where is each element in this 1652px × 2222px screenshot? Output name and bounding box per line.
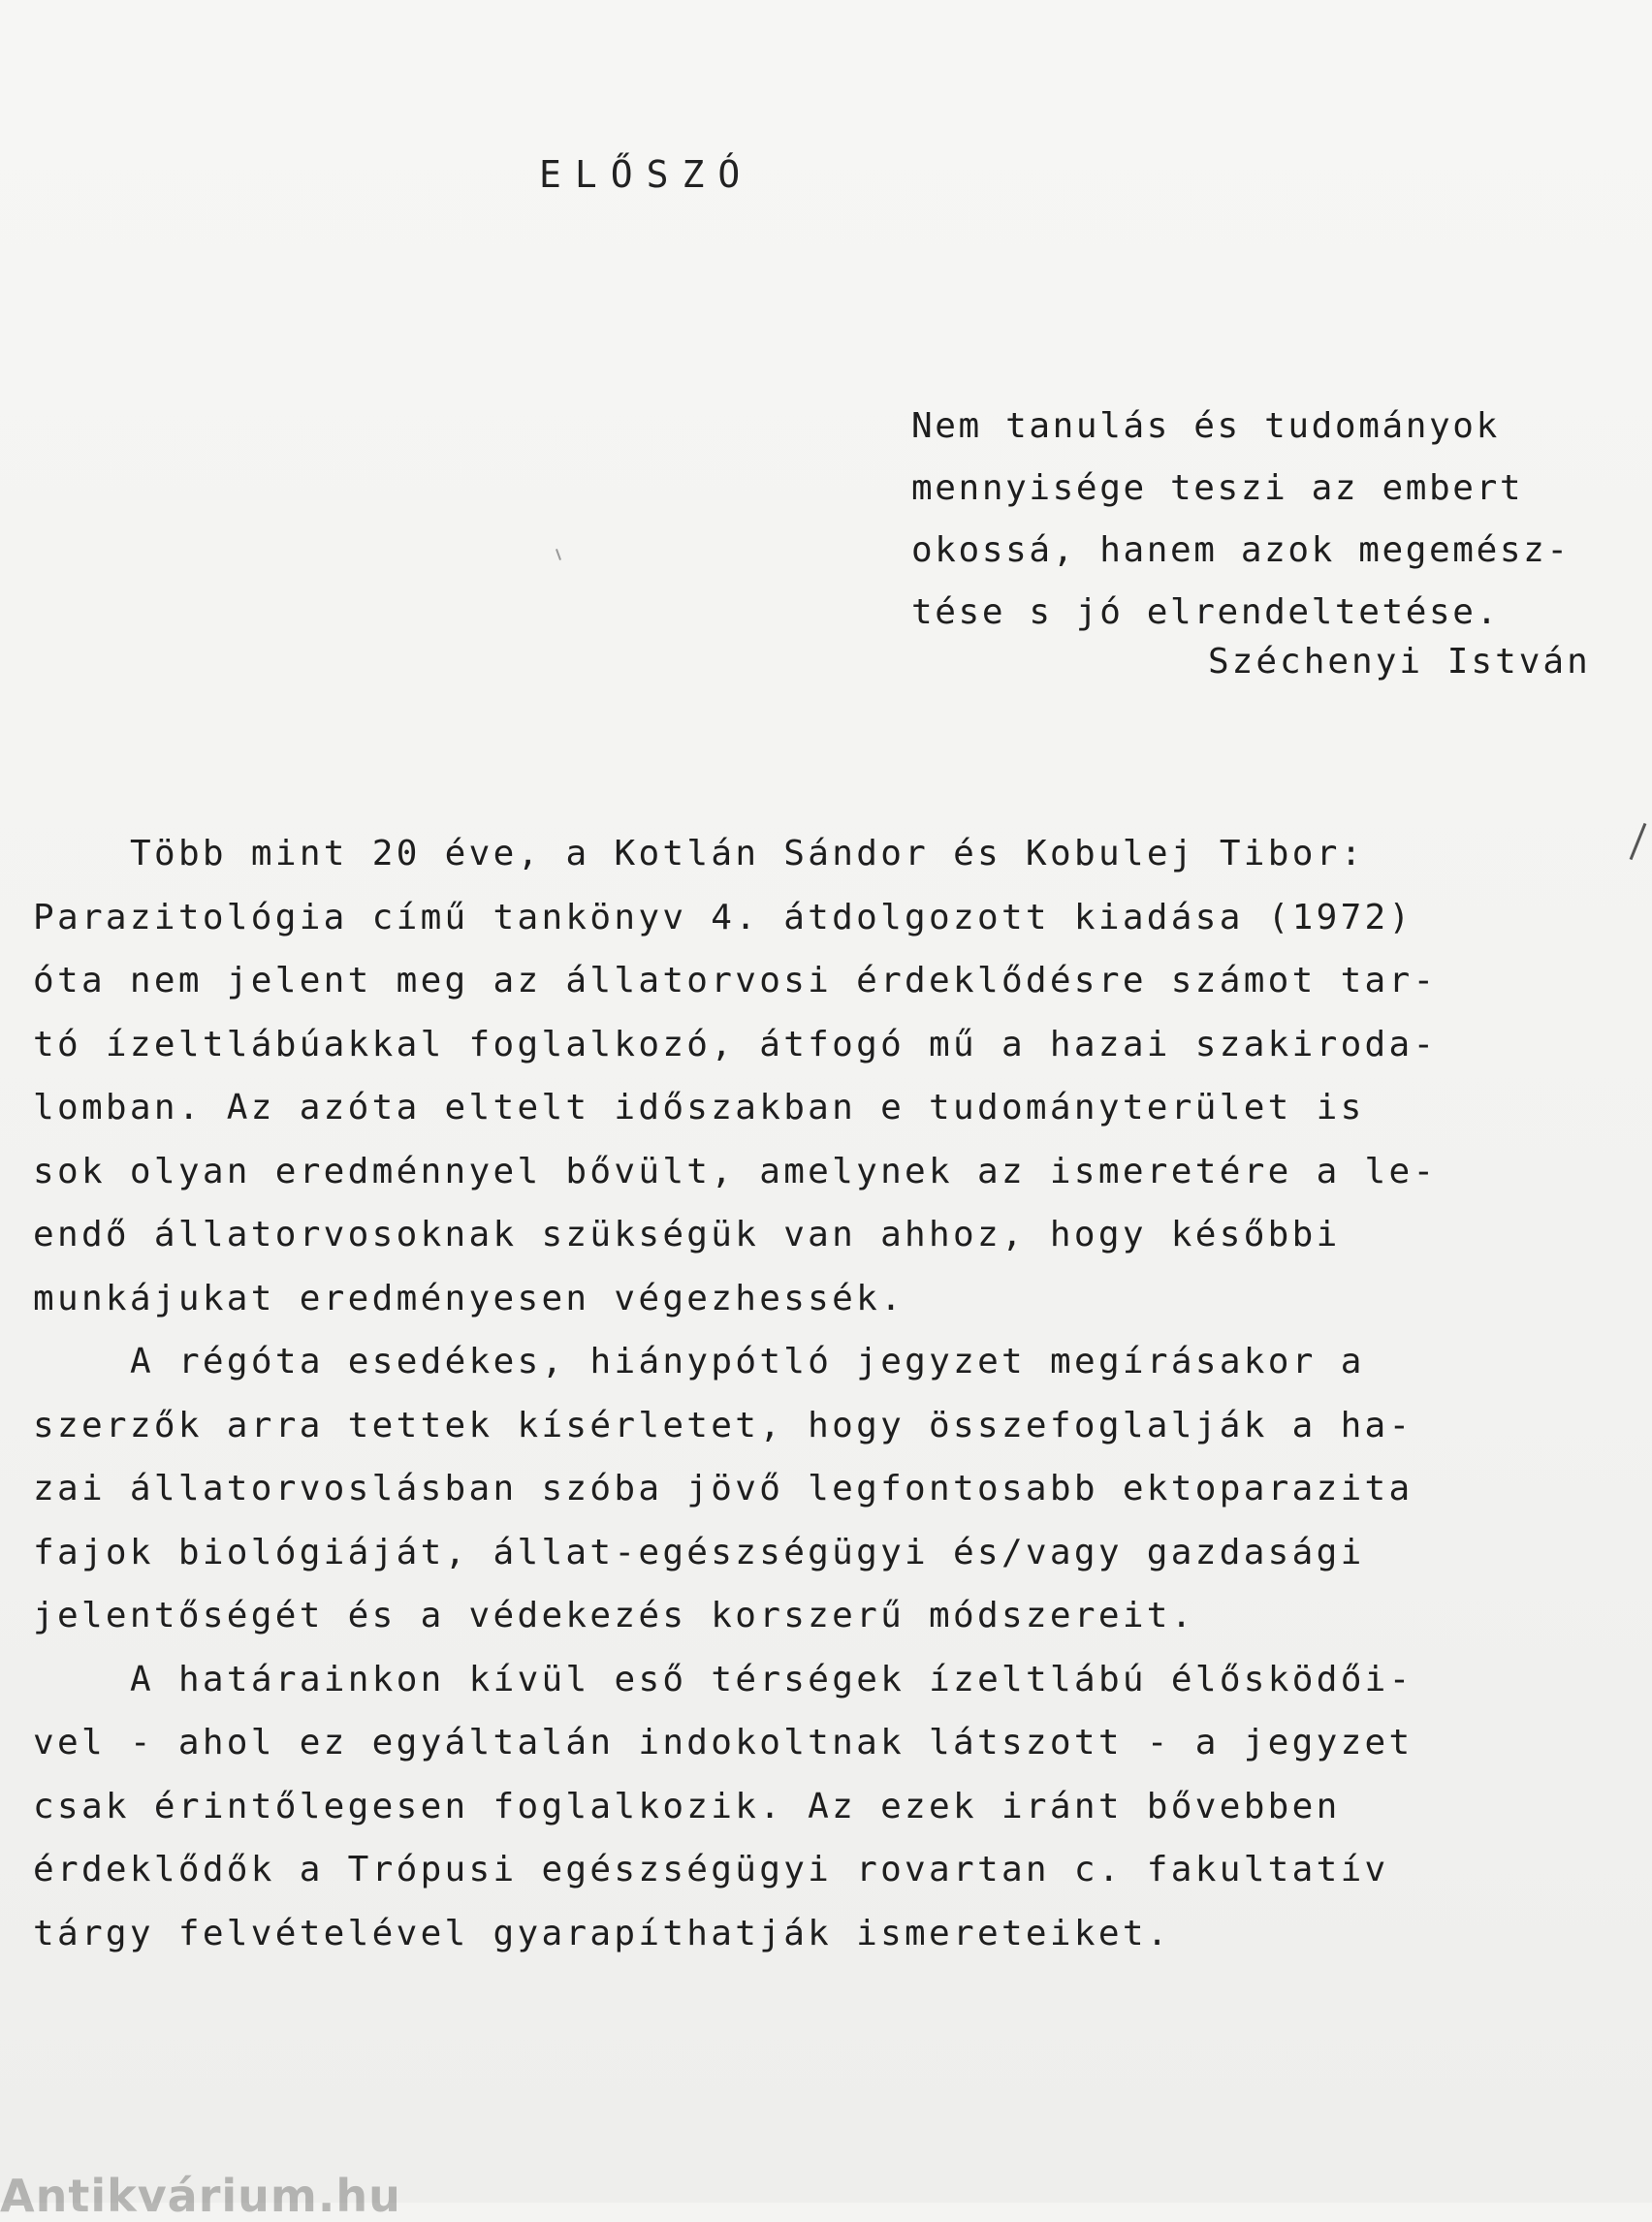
body-line: munkájukat eredményesen végezhessék.: [33, 1278, 905, 1318]
edge-mark: [1630, 823, 1647, 860]
body-line: jelentőségét és a védekezés korszerű módszereit.: [33, 1596, 1195, 1635]
body-line: óta nem jelent meg az állatorvosi érdeklődésre számot tar-: [33, 961, 1438, 1000]
epigraph-line: tése s jó elrendeltetése.: [911, 592, 1500, 632]
body-line: szerzők arra tettek kísérletet, hogy összefoglalják a ha-: [33, 1405, 1414, 1445]
body-line: endő állatorvosoknak szükségük van ahhoz, hogy későbbi: [33, 1215, 1341, 1254]
body-line: fajok biológiáját, állat-egészségügyi és/vagy gazdasági: [33, 1532, 1365, 1572]
watermark: Antikvárium.hu: [0, 2170, 401, 2222]
epigraph-line: mennyisége teszi az embert: [911, 468, 1524, 508]
body-line: zai állatorvoslásban szóba jövő legfontosabb ektoparazita: [33, 1469, 1414, 1508]
body-text: [33, 822, 1545, 1965]
body-line: Parazitológia című tankönyv 4. átdolgozott kiadása (1972): [33, 897, 1414, 937]
paper-speck: [556, 549, 561, 560]
epigraph-author: Széchenyi István: [1208, 642, 1591, 682]
body-line: Több mint 20 éve, a Kotlán Sándor és Kobulej Tibor:: [130, 834, 1365, 873]
epigraph-line: Nem tanulás és tudományok: [911, 406, 1500, 446]
body-line: csak érintőlegesen foglalkozik. Az ezek iránt bővebben: [33, 1786, 1341, 1826]
body-line: lomban. Az azóta eltelt időszakban e tudományterület is: [33, 1088, 1365, 1127]
page-title: ELŐSZÓ: [539, 153, 754, 196]
body-line: érdeklődők a Trópusi egészségügyi rovartan c. fakultatív: [33, 1850, 1389, 1889]
body-line: tó ízeltlábúakkal foglalkozó, átfogó mű a hazai szakiroda-: [33, 1024, 1438, 1064]
body-line: A régóta esedékes, hiánypótló jegyzet megírásakor a: [130, 1342, 1365, 1381]
epigraph-line: okossá, hanem azok megemész-: [911, 530, 1571, 570]
body-line: tárgy felvételével gyarapíthatják ismereteiket.: [33, 1913, 1171, 1953]
body-line: A határainkon kívül eső térségek ízeltlábú élősködői-: [130, 1659, 1414, 1699]
body-line: vel - ahol ez egyáltalán indokoltnak látszott - a jegyzet: [33, 1723, 1414, 1762]
body-line: sok olyan eredménnyel bővült, amelynek az ismeretére a le-: [33, 1151, 1438, 1191]
epigraph-quote: [911, 396, 1629, 644]
